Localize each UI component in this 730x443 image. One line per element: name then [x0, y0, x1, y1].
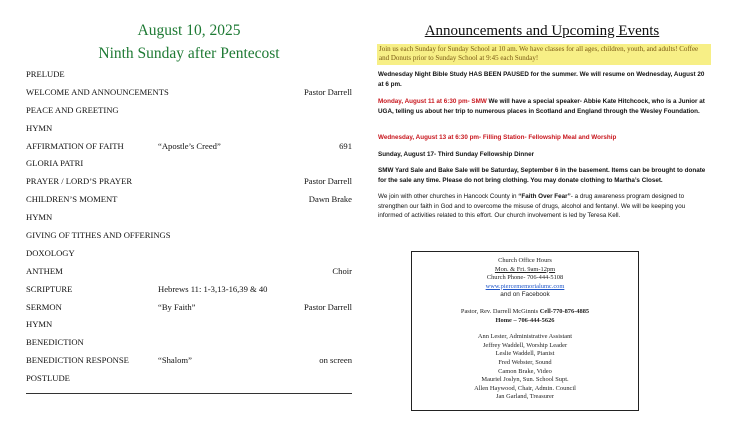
- order-name: POSTLUDE: [26, 373, 70, 384]
- order-row: [26, 123, 352, 141]
- order-name: DOXOLOGY: [26, 247, 75, 258]
- church-phone: Church Phone- 706-444-5108: [486, 274, 564, 282]
- order-right: Pastor Darrell: [304, 86, 352, 97]
- announcement-smw-text: We will have a special speaker- Abbie Kate Hitchcock, who is a Junior at UGA, telling us about her trip to numerous places in Scotland and England through the Wesley Foundation.: [378, 98, 705, 115]
- announcement-smw-date: Monday, August 11 at 6:30 pm- SMW: [378, 98, 487, 105]
- order-right: Pastor Darrell: [304, 176, 352, 187]
- faith-over-fear-intro: We join with other churches in Hancock County in: [378, 193, 519, 200]
- order-list: [26, 69, 352, 391]
- order-row: [26, 266, 352, 284]
- order-name: WELCOME AND ANNOUNCEMENTS: [26, 86, 169, 97]
- order-name: ANTHEM: [26, 265, 63, 276]
- order-name: PEACE AND GREETING: [26, 104, 119, 115]
- order-name: PRELUDE: [26, 69, 65, 79]
- announcement-bible-study-text: Wednesday Night Bible Study HAS BEEN PAUSED for the summer. We will resume on Wednesday, August 20 at 6 pm.: [378, 71, 705, 88]
- order-name: CHILDREN’S MOMENT: [26, 194, 118, 205]
- order-row: [26, 87, 352, 105]
- staff-member: Leslie Waddell, Pianist: [495, 350, 555, 358]
- order-row: [26, 230, 352, 248]
- announcement-yard-sale: [378, 166, 708, 185]
- order-row: [26, 284, 352, 302]
- order-name: HYMN: [26, 212, 53, 223]
- order-row: [26, 319, 352, 337]
- order-name: GIVING OF TITHES AND OFFERINGS: [26, 230, 171, 241]
- order-name: GLORIA PATRI: [26, 158, 84, 169]
- announcement-filling-station-text: Wednesday, August 13 at 6:30 pm- Filling Station- Fellowship Meal and Worship: [378, 134, 617, 141]
- staff-member: Camon Brake, Video: [498, 367, 552, 375]
- order-row: [26, 141, 352, 159]
- pastor-contact: [412, 308, 638, 317]
- order-name: BENEDICTION: [26, 337, 84, 348]
- order-right: Pastor Darrell: [304, 301, 352, 312]
- staff-member: Jeffrey Waddell, Worship Leader: [482, 341, 568, 349]
- office-hours-title: Church Office Hours: [498, 257, 552, 264]
- order-name: PRAYER / LORD’S PRAYER: [26, 176, 133, 187]
- church-office-box: [411, 251, 639, 411]
- pastor-name: Pastor, Rev. Darrell McGinnis: [460, 307, 540, 315]
- sunday-school-highlight: Join us each Sunday for Sunday School at 10 am. We have classes for all ages, children, youth, and adults! Coffee and Donuts prior to Sunday School at 9:45 each Sunday!: [377, 44, 711, 65]
- announcement-faith-over-fear: [378, 192, 708, 221]
- order-row: [26, 158, 352, 176]
- order-row: [26, 212, 352, 230]
- announcement-yard-sale-text: SMW Yard Sale and Bake Sale will be Saturday, September 6 in the basement. Items can be brought to donate for the sale any time. Please do not bring clothing. You may donate clothing to Martha’s Closet.: [378, 167, 706, 184]
- announcements-title: Announcements and Upcoming Events: [424, 23, 660, 39]
- order-row: [26, 373, 352, 391]
- service-date: August 10, 2025: [137, 22, 241, 39]
- staff-member: Fred Webster, Sound: [498, 358, 552, 366]
- order-name: SCRIPTURE: [26, 283, 73, 294]
- order-row: [26, 176, 352, 194]
- staff-list: [412, 333, 638, 402]
- pastor-home-phone: Home – 706-444-5626: [495, 316, 555, 324]
- order-mid: “By Faith”: [158, 301, 196, 312]
- announcement-fellowship-dinner: [378, 150, 708, 160]
- staff-member: Allen Haywood, Chair, Admin. Council: [474, 384, 576, 392]
- liturgical-sunday: Ninth Sunday after Pentecost: [98, 45, 280, 62]
- announcement-smw-speaker: [378, 97, 708, 116]
- order-row: [26, 105, 352, 123]
- facebook-note: and on Facebook: [500, 291, 550, 299]
- announcement-filling-station: [378, 133, 708, 143]
- staff-member: Jan Garland, Treasurer: [495, 393, 555, 401]
- order-row: [26, 337, 352, 355]
- order-right: Dawn Brake: [308, 194, 352, 205]
- church-website-link[interactable]: www.piercememorialumc.com: [485, 282, 565, 290]
- order-name: SERMON: [26, 301, 62, 312]
- pastor-cell: Cell-770-876-4885: [539, 307, 590, 315]
- order-right: on screen: [319, 355, 352, 366]
- bottom-divider: [26, 393, 352, 394]
- order-row: [26, 302, 352, 320]
- order-mid: Hebrews 11: 1-3,13-16,39 & 40: [158, 283, 268, 294]
- announcement-bible-study: [378, 70, 708, 89]
- staff-member: Ann Lester, Administrative Assistant: [477, 333, 573, 341]
- order-right: 691: [339, 140, 352, 151]
- announcement-fellowship-dinner-text: Sunday, August 17- Third Sunday Fellowship Dinner: [378, 151, 535, 158]
- staff-member: Mauriel Joslyn, Sun. School Supt.: [481, 376, 569, 384]
- order-row: [26, 355, 352, 373]
- order-name: HYMN: [26, 319, 53, 330]
- order-name: AFFIRMATION OF FAITH: [26, 140, 124, 151]
- order-name: HYMN: [26, 122, 53, 133]
- order-row: [26, 194, 352, 212]
- faith-over-fear-body: - a drug awareness program designed to strengthen our faith in God and to overcome the misuse of drugs, alcohol and fentanyl. We will be keeping you informed of activities related to this effort. Our church involvement is led by Teresa Kell.: [378, 193, 686, 220]
- order-row: [26, 248, 352, 266]
- order-mid: “Shalom”: [158, 355, 192, 366]
- order-mid: “Apostle’s Creed”: [158, 140, 221, 151]
- order-right: Choir: [332, 265, 352, 276]
- faith-over-fear-title: “Faith Over Fear”: [518, 193, 571, 200]
- order-name: BENEDICTION RESPONSE: [26, 355, 129, 366]
- order-row: [26, 69, 352, 87]
- office-hours: Mon. & Fri. 9am-12pm: [494, 265, 556, 273]
